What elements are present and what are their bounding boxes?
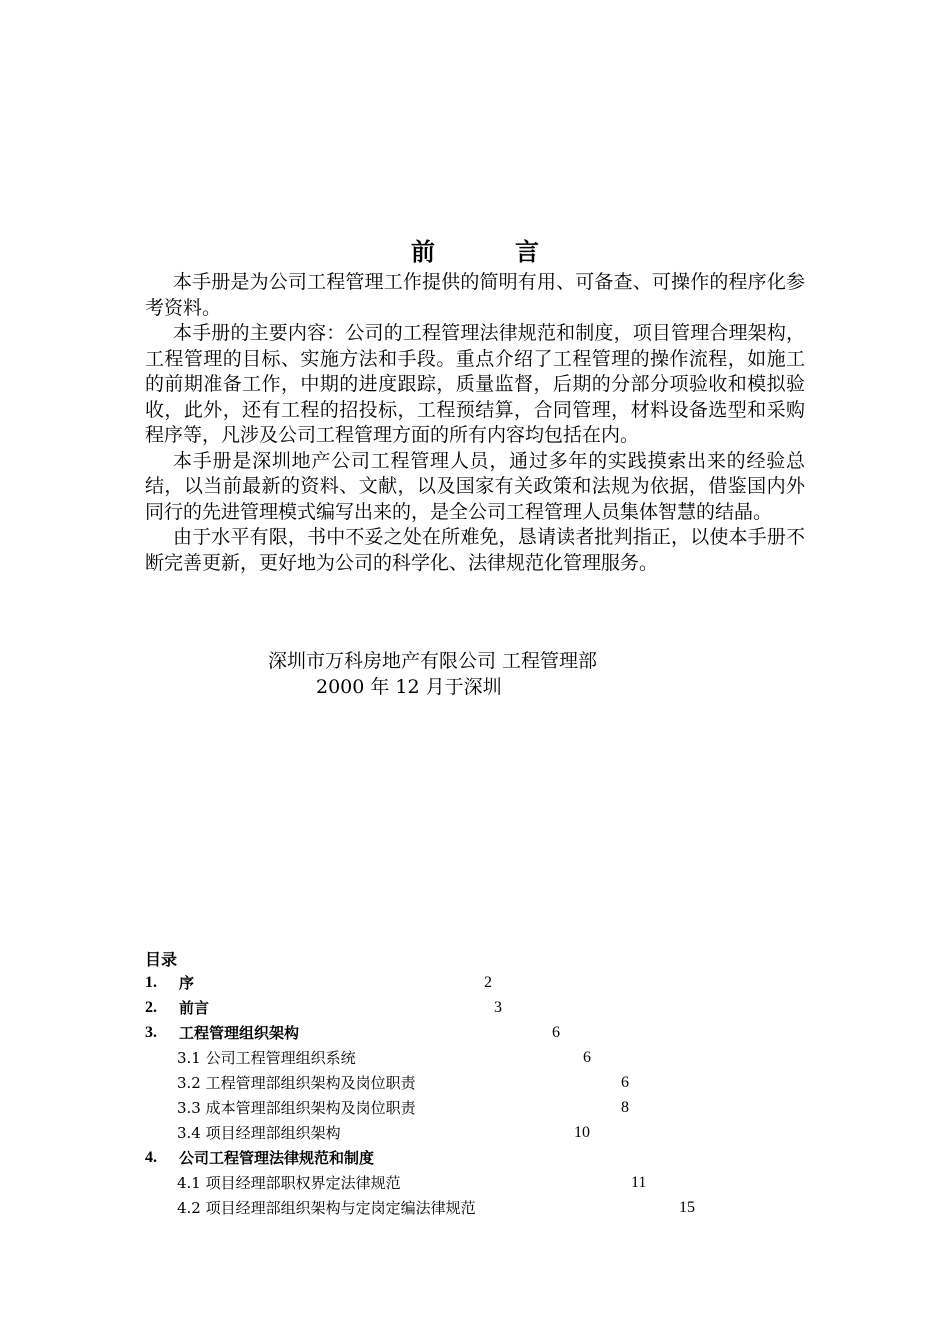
toc-entry-page: 6 — [583, 1049, 591, 1066]
preface-paragraph: 本手册的主要内容：公司的工程管理法律规范和制度，项目管理合理架构，工程管理的目标、实施方法和手段。重点介绍了工程管理的操作流程，如施工的前期准备工作，中期的进度跟踪，质量监督，后期的分部分项验收和模拟验收，此外，还有工程的招投标，工程预结算，合同管理，材料设备选型和采购程序等，凡涉及公司工程管理方面的所有内容均包括在内。 — [145, 322, 805, 446]
preface-title: 前 言 — [411, 238, 567, 266]
preface-paragraph: 由于水平有限，书中不妥之处在所难免，恳请读者批判指正，以使本手册不断完善更新，更好地为公司的科学化、法律规范化管理服务。 — [145, 526, 805, 574]
toc-entry-label: 4.2 项目经理部组织架构与定岗定编法律规范 — [177, 1199, 476, 1217]
toc-entry-label: 序 — [179, 974, 195, 992]
toc-entry-label: 3.1 公司工程管理组织系统 — [177, 1049, 356, 1067]
toc-title: 目录 — [145, 950, 178, 969]
toc-entry-page: 8 — [621, 1099, 629, 1116]
toc-entry-number: 1. — [145, 974, 157, 991]
toc-entry-number: 3. — [145, 1024, 157, 1041]
toc-entry-label: 4.1 项目经理部职权界定法律规范 — [177, 1174, 401, 1192]
signature-organization: 深圳市万科房地产有限公司 工程管理部 — [268, 650, 598, 672]
toc-entry-label: 3.3 成本管理部组织架构及岗位职责 — [177, 1099, 416, 1117]
toc-entry-page: 10 — [574, 1124, 590, 1141]
toc-entry-number: 2. — [145, 999, 157, 1016]
signature-date: 2000 年 12 月于深圳 — [316, 676, 502, 698]
preface-paragraph: 本手册是深圳地产公司工程管理人员，通过多年的实践摸索出来的经验总结，以当前最新的资料、文献，以及国家有关政策和法规为依据，借鉴国内外同行的先进管理模式编写出来的，是全公司工程管理人员集体智慧的结晶。 — [145, 449, 805, 523]
toc-entry-page: 2 — [484, 974, 492, 991]
toc-entry-page: 6 — [552, 1024, 560, 1041]
toc-entry-label: 公司工程管理法律规范和制度 — [179, 1149, 375, 1167]
toc-entry-page: 3 — [494, 999, 502, 1016]
toc-entry-label: 前言 — [179, 999, 210, 1017]
preface-body — [145, 270, 805, 576]
toc-entry-label: 3.2 工程管理部组织架构及岗位职责 — [177, 1074, 416, 1092]
preface-paragraph: 本手册是为公司工程管理工作提供的简明有用、可备查、可操作的程序化参考资料。 — [145, 271, 805, 319]
toc-entry-number: 4. — [145, 1149, 157, 1166]
toc-entry-page: 15 — [679, 1199, 695, 1216]
toc-entry-label: 工程管理组织架构 — [179, 1024, 300, 1042]
toc-entry-page: 6 — [621, 1074, 629, 1091]
toc-entry-label: 3.4 项目经理部组织架构 — [177, 1124, 341, 1142]
toc-entry-page: 11 — [631, 1174, 647, 1191]
